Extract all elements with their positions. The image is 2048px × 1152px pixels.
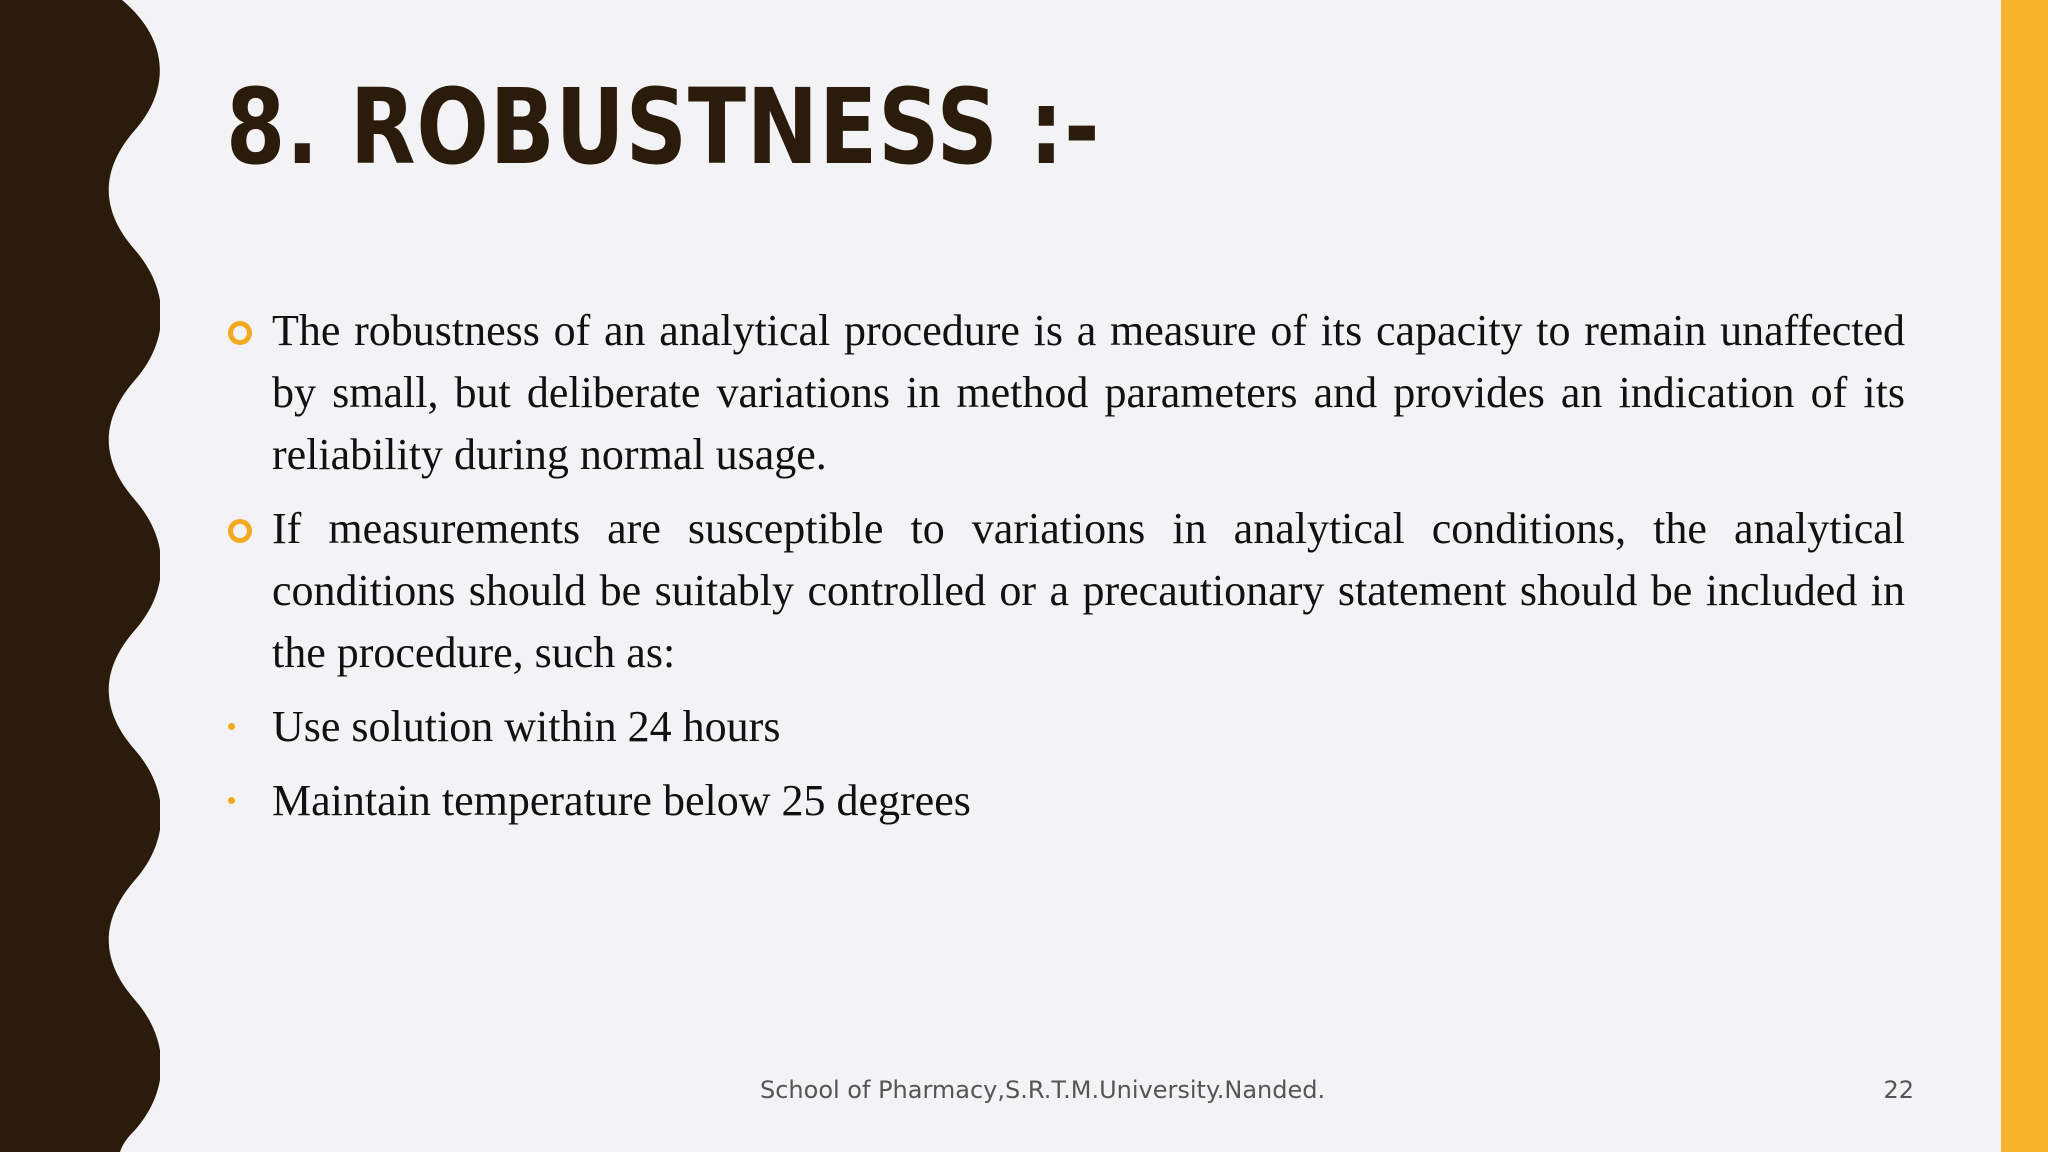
page-number: 22 (1883, 1076, 1914, 1104)
bullet-list (228, 300, 1905, 844)
list-item-text: If measurements are susceptible to variations in analytical conditions, the analytical conditions should be suitably controlled or a precautionary statement should be included in the procedure, such as: (272, 504, 1905, 677)
footer-text: School of Pharmacy,S.R.T.M.University.Nanded. (760, 1076, 1326, 1104)
list-item (228, 300, 1905, 486)
slide-title: 8. ROBUSTNESS :- (226, 66, 1101, 188)
list-item-text: Maintain temperature below 25 degrees (272, 776, 971, 825)
list-item (228, 498, 1905, 684)
ring-bullet-icon (228, 321, 252, 345)
list-item-text: Use solution within 24 hours (272, 702, 781, 751)
list-item (228, 770, 1905, 832)
dot-bullet-icon (228, 797, 235, 804)
dot-bullet-icon (228, 723, 235, 730)
ring-bullet-icon (228, 519, 252, 543)
list-item (228, 696, 1905, 758)
wavy-border-decoration (0, 0, 160, 1152)
list-item-text: The robustness of an analytical procedure is a measure of its capacity to remain unaffected by small, but deliberate variations in method parameters and provides an indication of its reliability during normal usage. (272, 306, 1905, 479)
right-accent-bar (2001, 0, 2048, 1152)
